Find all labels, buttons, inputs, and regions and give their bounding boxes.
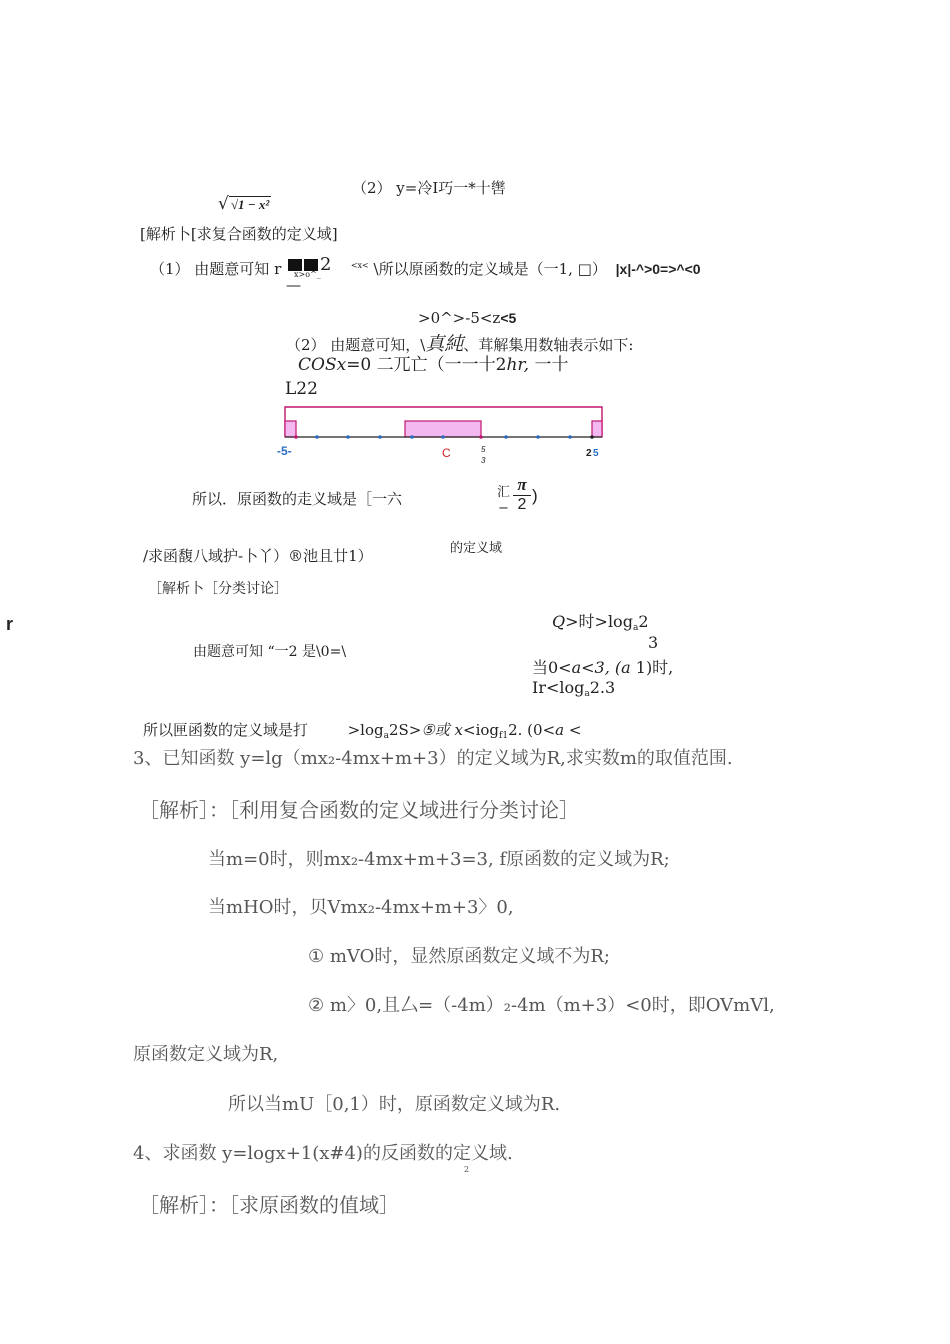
sqrt-radicand: √1 − x² — [230, 197, 270, 212]
line1-sub: x>o^_ — [294, 270, 321, 279]
line4-tail: 一十 — [529, 355, 569, 375]
right3-prefix: 当0< — [532, 658, 572, 677]
problem3-analysis: ［解析］：［利用复合函数的定义域进行分类讨论］ — [139, 798, 579, 822]
label-c: C — [442, 446, 451, 460]
problem2-title-right-text: 的定义域 — [450, 541, 503, 556]
solution1-line3 — [286, 335, 633, 354]
frac-left-bottom: − — [498, 501, 509, 516]
p2-conclusion-mid: >log — [347, 721, 384, 739]
problem2-conclusion — [143, 721, 582, 741]
axis-dot — [441, 435, 445, 439]
problem2-right2: 3 — [648, 633, 659, 652]
problem2-title-right — [450, 541, 503, 556]
line4-italic2: hr, — [506, 355, 530, 375]
solution1-line5: L22 — [285, 379, 318, 399]
solution1-conclusion — [192, 490, 403, 508]
left-clip-text: 由题意可知 “一2 是\0=\ — [193, 644, 347, 660]
problem4-title: 4、求函数 y=logx+1(x#4)的反函数的定义域. — [133, 1143, 513, 1164]
right3-italic: a<3, (a — [571, 658, 631, 677]
problem2-left-clip — [193, 644, 347, 660]
conclusion-fraction — [513, 476, 531, 513]
right1-sub: a — [632, 623, 639, 633]
axis-dot — [590, 435, 594, 439]
line3-italic: 真純 — [425, 333, 464, 355]
problem3-case1: 当m=0时，则mx₂-4mx+m+3=3, f原函数的定义域为R; — [208, 849, 670, 870]
label-5-small: 5 — [481, 445, 486, 454]
line1-rest: \所以原函数的定义域是（一1, □） — [373, 260, 607, 278]
p2-conclusion-end: < — [564, 721, 582, 739]
sqrt-expression: √ √1 − x² — [218, 194, 270, 214]
p2-conclusion-mid2: 2S> — [388, 721, 422, 739]
p2-conclusion-a: a — [555, 721, 565, 739]
line1-text: （1） 由题意可知 r — [150, 260, 282, 278]
line4-italic: COSx — [298, 355, 347, 375]
stray-r: r — [6, 614, 14, 634]
axis-dot — [410, 435, 414, 439]
line2-bold: <5 — [500, 310, 517, 326]
p2-conclusion-mid-sub: a — [383, 731, 389, 741]
right4-sub: a — [584, 689, 590, 699]
problem3-sub1: ① mVO时，显然原函数定义域不为R; — [308, 946, 610, 967]
frac-left-top: 汇 — [497, 485, 511, 500]
conclusion-text: 所以．原函数的走义域是［一六 — [192, 490, 403, 508]
line3-prefix: （2） 由题意可知，\ — [286, 336, 426, 354]
part2-problem-text: （2） y=冷I巧一*十辔 — [352, 179, 506, 197]
right4-tail: 2.3 — [589, 678, 616, 697]
interval-right — [592, 421, 602, 437]
right4-text: Ir<log — [532, 678, 585, 697]
axis-dot — [568, 435, 572, 439]
axis-dot — [479, 435, 483, 439]
problem2-right1 — [552, 614, 649, 633]
line3-rest: 、茸解集用数轴表示如下: — [463, 336, 634, 354]
axis-dot — [294, 435, 298, 439]
line2-text: >0^>-5<z — [418, 309, 501, 327]
p2-conclusion-italic: ⑤或 x< — [421, 721, 476, 739]
label-neg5: -5- — [277, 444, 292, 458]
solution1-header: [解析卜[求复合函数的定义域] — [140, 225, 338, 243]
problem3-sub2: ② m〉0,且厶=（-4m）₂-4m（m+3）<0时，即OVmVl, — [308, 995, 775, 1016]
label-2: 2 — [586, 448, 592, 459]
part2-problem — [352, 179, 506, 197]
p2-conclusion-log: iog — [475, 721, 500, 739]
conclusion-close: ) — [532, 486, 538, 505]
right3-tail: 1)时, — [630, 658, 674, 677]
axis-dot — [315, 435, 319, 439]
axis-dot — [504, 435, 508, 439]
problem2-right4 — [532, 678, 616, 699]
problem2-title-text: /求函馥八域护-卜丫）®池且廿1） — [143, 547, 373, 565]
interval-left — [285, 421, 296, 437]
p2-conclusion-log-tail: 2. (0< — [508, 721, 556, 739]
frac-top: π — [517, 475, 527, 494]
problem2-header: ［解析卜［分类讨论］ — [148, 581, 288, 597]
problem3-cont: 原函数定义域为R, — [133, 1044, 279, 1065]
number-line-diagram — [277, 400, 620, 470]
label-3-small: 3 — [481, 456, 486, 465]
p2-conclusion-left: 所以匣函数的定义域是打 — [143, 721, 309, 739]
p2-conclusion-log-sub: f1 — [499, 731, 509, 741]
line4-rest: =0 二兀亡（一一十2 — [346, 355, 507, 375]
problem3-conclusion: 所以当mU［0,1）时，原函数定义域为R. — [228, 1094, 561, 1115]
problem2-title — [143, 549, 373, 564]
solution1-line2 — [418, 311, 516, 326]
solution1-line1: （1） 由题意可知 r 2 x>o^_ — $^{<x<}$ \所以原函数的定义域是（一1, □） |x|-^>0=>^<0 — [150, 254, 701, 294]
line1-blocks-tail: 2 — [320, 254, 332, 275]
problem3-title: 3、已知函数 y=lg（mx₂-4mx+m+3）的定义域为R,求实数m的取值范围. — [133, 748, 733, 769]
problem3-case2: 当mHO时，贝Vmx₂-4mx+m+3〉0, — [208, 897, 514, 918]
line1-sup: <x< — [350, 261, 369, 270]
right1-tail: 2 — [638, 612, 649, 631]
conclusion-frac-left — [497, 486, 510, 515]
interval-middle — [405, 421, 481, 437]
problem4-sub-index: 2 — [464, 1165, 470, 1174]
solution1-line4 — [298, 357, 569, 374]
right1-italic: Q — [552, 612, 566, 631]
problem4-analysis: ［解析］：［求原函数的值域］ — [139, 1193, 399, 1217]
axis-dot — [378, 435, 382, 439]
axis-dot — [536, 435, 540, 439]
line1-bold: |x|-^>0=>^<0 — [615, 261, 701, 277]
label-5: 5 — [593, 448, 599, 459]
problem2-right3 — [532, 660, 673, 676]
right1-text: >时>log — [565, 612, 633, 631]
axis-dot — [346, 435, 350, 439]
frac-bottom: 2 — [513, 495, 531, 513]
